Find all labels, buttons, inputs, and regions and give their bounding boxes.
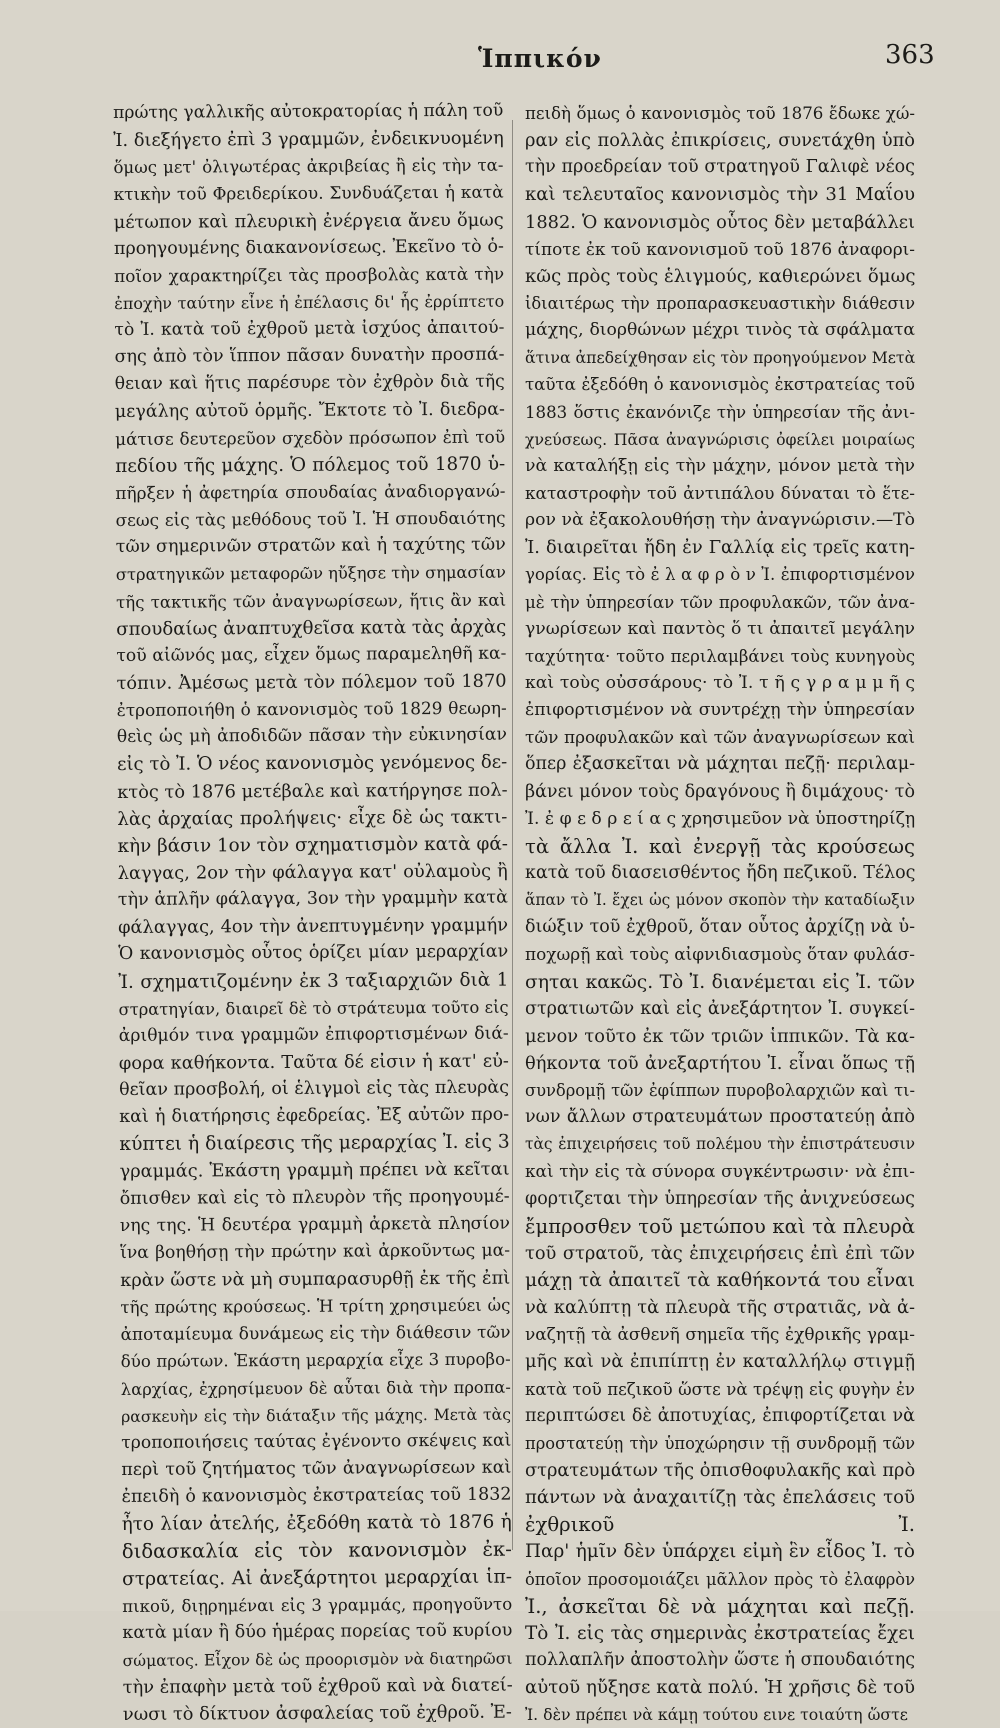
text-line: νης της. Ἡ δευτέρα γραμμὴ ἀρκετὰ πλησίον [119, 1213, 510, 1236]
text-line: συνδρομῇ τῶν ἐφίππων πυροβολαρχιῶν καὶ τι- [525, 1081, 915, 1101]
text-line: Ἰ. σχηματιζομένην ἐκ 3 ταξιαρχιῶν διὰ 1 [118, 969, 509, 993]
text-line: εἰς τὸ Ἰ. Ὁ νέος κανονισμὸς γενόμενος δε- [116, 751, 508, 776]
text-line: ἦτο λίαν ἀτελής, ἐξεδόθη κατὰ τὸ 1876 ἡ [121, 1511, 512, 1536]
text-line: τὴν ἐπαφὴν μετὰ τοῦ ἐχθροῦ καὶ νὰ διατεί- [122, 1674, 513, 1699]
text-line: 1883 ὅστις ἐκανόνιζε τὴν ὑπηρεσίαν τῆς ἀνι- [525, 402, 915, 422]
text-line: Παρ' ἡμῖν δὲν ὑπάρχει εἰμὴ ἓν εἶδος Ἰ. τὸ [525, 1541, 915, 1563]
text-line: πεδίου τῆς μάχης. Ὁ πόλεμος τοῦ 1870 ὑ- [115, 453, 506, 477]
text-line: φορα καθήκοντα. Ταῦτα δέ εἰσιν ἡ κατ' εὐ- [118, 1050, 509, 1074]
text-line: ὄπισθεν καὶ εἰς τὸ πλευρὸν τῆς προηγουμέ- [119, 1186, 510, 1209]
text-line: κτὸς τὸ 1876 μετέβαλε καὶ κατήργησε πολ- [117, 779, 508, 803]
text-line: κῶς πρὸς τοὺς ἑλιγμούς, καθιερώνει ὅμως [525, 265, 915, 287]
text-line: τῶν σημερινῶν στρατῶν καὶ ἡ ταχύτης τῶν [115, 534, 506, 558]
text-line: σεως εἰς τὰς μεθόδους τοῦ Ἰ. Ἡ σπουδαιότης [115, 507, 506, 531]
text-line: ταχύτητα· τοῦτο περιλαμβάνει τοὺς κυνηγοὺς [525, 646, 915, 666]
text-line: γραμμάς. Ἑκάστη γραμμὴ πρέπει νὰ κεῖται [119, 1159, 510, 1183]
text-line: μὲ τὴν ὑπηρεσίαν τῶν προφυλακῶν, τῶν ἀνα- [525, 592, 915, 612]
text-line: ρον νὰ ἐξακολουθήσῃ τὴν ἀναγνώρισιν.—Τὸ [525, 510, 915, 531]
text-line: διδασκαλία εἰς τὸν κανονισμὸν ἐκ- [121, 1538, 512, 1564]
text-line: ἵνα βοηθήσῃ τὴν πρώτην καὶ ἀρκοῦντως μα- [119, 1240, 511, 1263]
text-line: φάλαγγας, 4ον τὴν ἀνεπτυγμένην γραμμήν [117, 914, 509, 939]
text-line: ἐτροποποιήθη ὁ κανονισμὸς τοῦ 1829 θεωρη- [116, 697, 507, 721]
text-line: τῶν προφυλακῶν καὶ τῶν ἀναγνωρίσεων καὶ [525, 727, 915, 748]
text-line: μάτισε δευτερεῦον σχεδὸν πρόσωπον ἐπὶ τοῦ [115, 426, 506, 449]
text-line: καὶ τοὺς οὐσσάρους· τὸ Ἰ. τ ῆ ς γ ρ α μ μ ῆ ς [525, 672, 915, 693]
text-line: μάχῃ τὰ ἀπαιτεῖ τὰ καθήκοντά του εἶναι [525, 1270, 915, 1292]
text-line: κρὰν ὥστε νὰ μὴ συμπαρασυρθῇ ἐκ τῆς ἐπὶ [120, 1267, 511, 1292]
text-line: περὶ τοῦ ζητήματος τῶν ἀναγνωρίσεων καὶ [121, 1457, 512, 1481]
text-line: σης ἀπὸ τὸν ἵππον πᾶσαν δυνατὴν προσπά- [114, 344, 505, 368]
text-line: ὁποῖον προσομοιάζει μᾶλλον πρὸς τὸ ἐλαφρὸν [525, 1569, 915, 1589]
text-line: λαρχίας, ἐχρησίμευον δὲ αὗται διὰ τὴν προπα- [120, 1377, 511, 1399]
running-title: Ἱππικόν [478, 44, 602, 73]
text-line: Ὁ κανονισμὸς οὗτος ὁρίζει μίαν μεραρχίαν [118, 941, 509, 965]
text-line: νων ἄλλων στρατευμάτων προστατεύῃ ἀπὸ [525, 1107, 915, 1128]
text-line: τῆς τακτικῆς τῶν ἀναγνωρίσεων, ἥτις ἂν καὶ [116, 590, 507, 612]
text-line: τὸ Ἰ. κατὰ τοῦ ἐχθροῦ μετὰ ἰσχύος ἀπαιτού- [114, 317, 505, 341]
text-line: γνωρίσεων καὶ παντὸς ὅ τι ἀπαιτεῖ μεγάλην [525, 618, 915, 639]
text-line: μενον τοῦτο ἐκ τῶν τριῶν ἱππικῶν. Τὰ κα- [525, 1025, 915, 1047]
text-line: τόπιν. Ἀμέσως μετὰ τὸν πόλεμον τοῦ 1870 [116, 670, 507, 694]
text-line: ραν εἰς πολλὰς ἐπικρίσεις, συνετάχθη ὑπὸ [525, 130, 915, 152]
text-line: ἀποταμίευμα δυνάμεως εἰς τὴν διάθεσιν τῶν [120, 1321, 511, 1345]
text-line: τοῦ αἰῶνός μας, εἶχεν ὅμως παραμεληθῆ κα- [116, 643, 507, 666]
text-line: πάντων νὰ ἀναχαιτίζῃ τὰς ἐπελάσεις τοῦ [525, 1487, 915, 1509]
text-line: μεγάλης αὐτοῦ ὁρμῆς. Ἔκτοτε τὸ Ἰ. διεδρα- [114, 399, 505, 422]
column-divider [512, 120, 513, 1550]
text-line: ἰδιαιτέρως τὴν προπαρασκευαστικὴν διάθεσιν [525, 293, 915, 313]
text-line: καταστροφὴν τοῦ ἀντιπάλου δύναται τὸ ἕτε- [525, 482, 915, 503]
text-line: λὰς ἀρχαίας προλήψεις· εἶχε δὲ ὡς τακτι- [117, 806, 508, 830]
text-line: στρατιωτῶν καὶ εἰς ἀνεξάρτητον Ἰ. συγκεί- [525, 998, 915, 1019]
text-line: ναζητῇ τὰ ἀσθενῆ σημεῖα τῆς ἐχθρικῆς γραμ- [525, 1324, 915, 1345]
text-line: τῆς πρώτης κρούσεως. Ἡ τρίτη χρησιμεύει ὡς [120, 1295, 511, 1318]
text-line: στρατηγίαν, διαιρεῖ δὲ τὸ στράτευμα τοῦτο εἰς [118, 997, 509, 1019]
text-line: ταῦτα ἐξεδόθη ὁ κανονισμὸς ἐκστρατείας τοῦ [525, 375, 915, 395]
text-line: ἐποχὴν ταύτην εἶνε ἡ ἐπέλασις δι' ἧς ἐρρίπτετο [114, 291, 505, 313]
text-line: τοῦ στρατοῦ, τὰς ἐπιχειρήσεις ἐπὶ ἐπὶ τῶν [525, 1242, 915, 1264]
text-line: ἀριθμόν τινα γραμμῶν ἐπιφορτισμένων διά- [118, 1023, 509, 1046]
text-line: κατὰ τοῦ διασεισθέντος ἤδη πεζικοῦ. Τέλος [525, 862, 915, 883]
text-line: Ἰ. ἐ φ ε δ ρ ε ί α ς χρησιμεῦον νὰ ὑποστηρίζῃ [525, 808, 915, 829]
text-line: πῆρξεν ἡ ἀφετηρία σπουδαίας ἀναδιοργανώ- [115, 480, 506, 503]
text-line: καὶ ἡ διατήρησις ἐφεδρείας. Ἐξ αὐτῶν προ- [119, 1104, 510, 1128]
left-text-column [113, 98, 513, 1728]
text-line: τὴν ἁπλῆν φάλαγγα, 3ον τὴν γραμμὴν κατὰ [117, 887, 508, 911]
text-line: πειδὴ ὅμως ὁ κανονισμὸς τοῦ 1876 ἔδωκε χώ- [525, 104, 915, 123]
text-line: καὶ τὴν εἰς τὰ σύνορα συγκέντρωσιν· νὰ ἐπι- [525, 1161, 915, 1182]
text-line: μάχης, διορθώνων μέχρι τινὸς τὰ σφάλματα [525, 320, 915, 341]
text-line: ποχωρῇ καὶ τοὺς αἰφνιδιασμοὺς ὅταν φυλάσ- [525, 944, 915, 965]
text-line: αὐτοῦ ηὔξησε κατὰ πολύ. Ἡ χρῆσις δὲ τοῦ [525, 1677, 915, 1699]
text-line: θεὶς ὡς μὴ ἀποδιδῶν πᾶσαν τὴν εὐκινησίαν [116, 724, 507, 748]
text-line: πικοῦ, διῃρημέναι εἰς 3 γραμμάς, προηγοῦντο [122, 1594, 513, 1616]
text-line: τίποτε ἐκ τοῦ κανονισμοῦ τοῦ 1876 ἀναφορι- [525, 238, 915, 259]
text-line: ἐχθρικοῦ Ἰ. [525, 1513, 915, 1537]
text-line: κατὰ μίαν ἢ δύο ἡμέρας πορείας τοῦ κυρίου [122, 1620, 513, 1643]
right-text-column [525, 100, 915, 1728]
page-number: 363 [885, 40, 935, 70]
text-line: μέτωπον καὶ πλευρικὴ ἐνέργεια ἄνευ ὅμως [113, 209, 504, 233]
text-line: ἔμπροσθεν τοῦ μετώπου καὶ τὰ πλευρὰ [525, 1214, 915, 1238]
text-line: κατὰ τοῦ πεζικοῦ ὥστε νὰ τρέψῃ εἰς φυγὴν ἐν [525, 1379, 915, 1399]
text-line: φορτιζεται τὴν ὑπηρεσίαν τῆς ἀνιχνεύσεως [525, 1188, 915, 1209]
text-line: μῆς καὶ νὰ ἐπιπίπτῃ ἐν καταλλήλῳ στιγμῇ [525, 1351, 915, 1373]
running-head [0, 40, 1000, 90]
text-line: 1882. Ὁ κανονισμὸς οὗτος δὲν μεταβάλλει [525, 211, 915, 233]
text-line: στρατείας. Αἱ ἀνεξάρτητοι μεραρχίαι ἱπ- [121, 1566, 513, 1590]
text-line: νωσι τὸ δίκτυον ἀσφαλείας τοῦ ἐχθροῦ. Ἐ- [122, 1701, 512, 1726]
text-line: ἐπιφορτισμένον νὰ συντρέχῃ τὴν ὑπηρεσίαν [525, 700, 915, 721]
text-line: ρασκευὴν εἰς τὴν διάταξιν τῆς μάχης. Μετὰ τὰς [120, 1404, 512, 1426]
text-line: Ἰ. διαιρεῖται ἤδη ἐν Γαλλίᾳ εἰς τρεῖς κατη- [525, 537, 915, 559]
text-line: σπουδαίως ἀναπτυχθεῖσα κατὰ τὰς ἀρχὰς [116, 616, 507, 640]
text-line: ποῖον χαρακτηρίζει τὰς προσβολὰς κατὰ τὴν [114, 263, 505, 286]
text-line: λαγγας, 2ον τὴν φάλαγγα κατ' οὐλαμοὺς ἢ [117, 860, 508, 884]
text-line: κτικὴν τοῦ Φρειδερίκου. Συνδυάζεται ἡ κατὰ [113, 182, 504, 205]
text-line: περιπτώσει δὲ ἀποτυχίας, ἐπιφορτίζεται νὰ [525, 1405, 915, 1426]
text-line: Τὸ Ἰ. εἰς τὰς σημερινὰς ἐκστρατείας ἔχει [525, 1622, 915, 1644]
text-line: κύπτει ἡ διαίρεσις τῆς μεραρχίας Ἰ. εἰς 3 [119, 1131, 510, 1156]
text-line: Ἰ. διεξήγετο ἐπὶ 3 γραμμῶν, ἐνδεικνυομένη [113, 127, 504, 152]
text-line: θήκοντα τοῦ ἀνεξαρτήτου Ἰ. εἶναι ὅπως τῇ [525, 1052, 915, 1074]
text-line: σώματος. Εἶχον δὲ ὡς προορισμὸν νὰ διατηρῶσι [122, 1648, 513, 1670]
text-line: τὰς ἐπιχειρήσεις τοῦ πολέμου τὴν ἐπιστράτευσιν [525, 1135, 915, 1154]
text-line: τὰ ἄλλα Ἰ. καὶ ἐνεργῇ τὰς κρούσεως [525, 834, 915, 858]
text-line: διώξιν τοῦ ἐχθροῦ, ὅταν οὗτος ἀρχίζῃ νὰ ὑ- [525, 917, 915, 938]
text-line: θειαν καὶ ἥτις παρέσυρε τὸν ἐχθρὸν διὰ τῆς [114, 372, 505, 395]
text-line: χνεύσεως. Πᾶσα ἀναγνώρισις ὀφείλει μοιραίως [525, 429, 915, 449]
text-line: κὴν βάσιν 1ον τὸν σχηματισμὸν κατὰ φά- [117, 833, 508, 857]
text-line: ἅπαν τὸ Ἰ. ἔχει ὡς μόνον σκοπὸν τὴν καταδίωξιν [525, 891, 915, 910]
text-line: στρατηγικῶν μεταφορῶν ηὔξησε τὴν σημασίαν [115, 562, 506, 585]
text-line: ἅτινα ἀπεδείχθησαν εἰς τὸν προηγούμενον Μετὰ [525, 348, 915, 368]
text-line: τὴν προεδρείαν τοῦ στρατηγοῦ Γαλιφὲ νέος [525, 157, 915, 178]
text-line: προστατεύῃ τὴν ὑποχώρησιν τῇ συνδρομῇ τῶν [525, 1433, 915, 1453]
text-line: νὰ καταλήξῃ εἰς τὴν μάχην, μόνον μετὰ τὴν [525, 455, 915, 476]
text-line: ἐπειδὴ ὁ κανονισμὸς ἐκστρατείας τοῦ 1832 [121, 1484, 512, 1508]
text-line: προηγουμένης διακανονίσεως. Ἐκεῖνο τὸ ὁ- [113, 236, 504, 259]
text-line: πρώτης γαλλικῆς αὐτοκρατορίας ἡ πάλη τοῦ [113, 100, 504, 123]
text-line: πολλαπλῆν ἀποστολὴν ὥστε ἡ σπουδαιότης [525, 1650, 915, 1671]
text-line: Ἰ., ἀσκεῖται δὲ νὰ μάχηται καὶ πεζῇ. [525, 1594, 915, 1618]
text-line: Ἰ. δὲν πρέπει νὰ κάμῃ τούτου εινε τοιαύτη ὥστε [525, 1705, 908, 1725]
text-line: νὰ καλύπτῃ τὰ πλευρὰ τῆς στρατιᾶς, νὰ ἀ- [525, 1297, 915, 1319]
text-line: σηται κακῶς. Τὸ Ἰ. διανέμεται εἰς Ἰ. τῶν [525, 971, 915, 993]
text-line: καὶ τελευταῖος κανονισμὸς τὴν 31 Μαΐου [525, 184, 915, 206]
text-line: ὅπερ ἐξασκεῖται νὰ μάχηται πεζῇ· περιλαμ- [525, 754, 915, 775]
text-line: δύο πρώτων. Ἑκάστη μεραρχία εἶχε 3 πυροβο- [120, 1350, 511, 1372]
text-line: βάνει μόνον τοὺς δραγόνους ἢ διμάχους· τὸ [525, 781, 915, 802]
text-line: θεῖαν προσβολή, οἱ ἑλιγμοὶ εἰς τὰς πλευρὰς [118, 1077, 510, 1101]
text-line: τροποποιήσεις ταύτας ἐγένοντο σκέψεις καὶ [121, 1430, 512, 1453]
text-line: ὅμως μετ' ὀλιγωτέρας ἀκριβείας ἢ εἰς τὴν τα- [113, 155, 504, 178]
text-line: γορίας. Εἰς τὸ ἐ λ α φ ρ ὸ ν Ἰ. ἐπιφορτισμένον [525, 565, 915, 585]
text-line: στρατευμάτων τῆς ὀπισθοφυλακῆς καὶ πρὸ [525, 1460, 915, 1482]
